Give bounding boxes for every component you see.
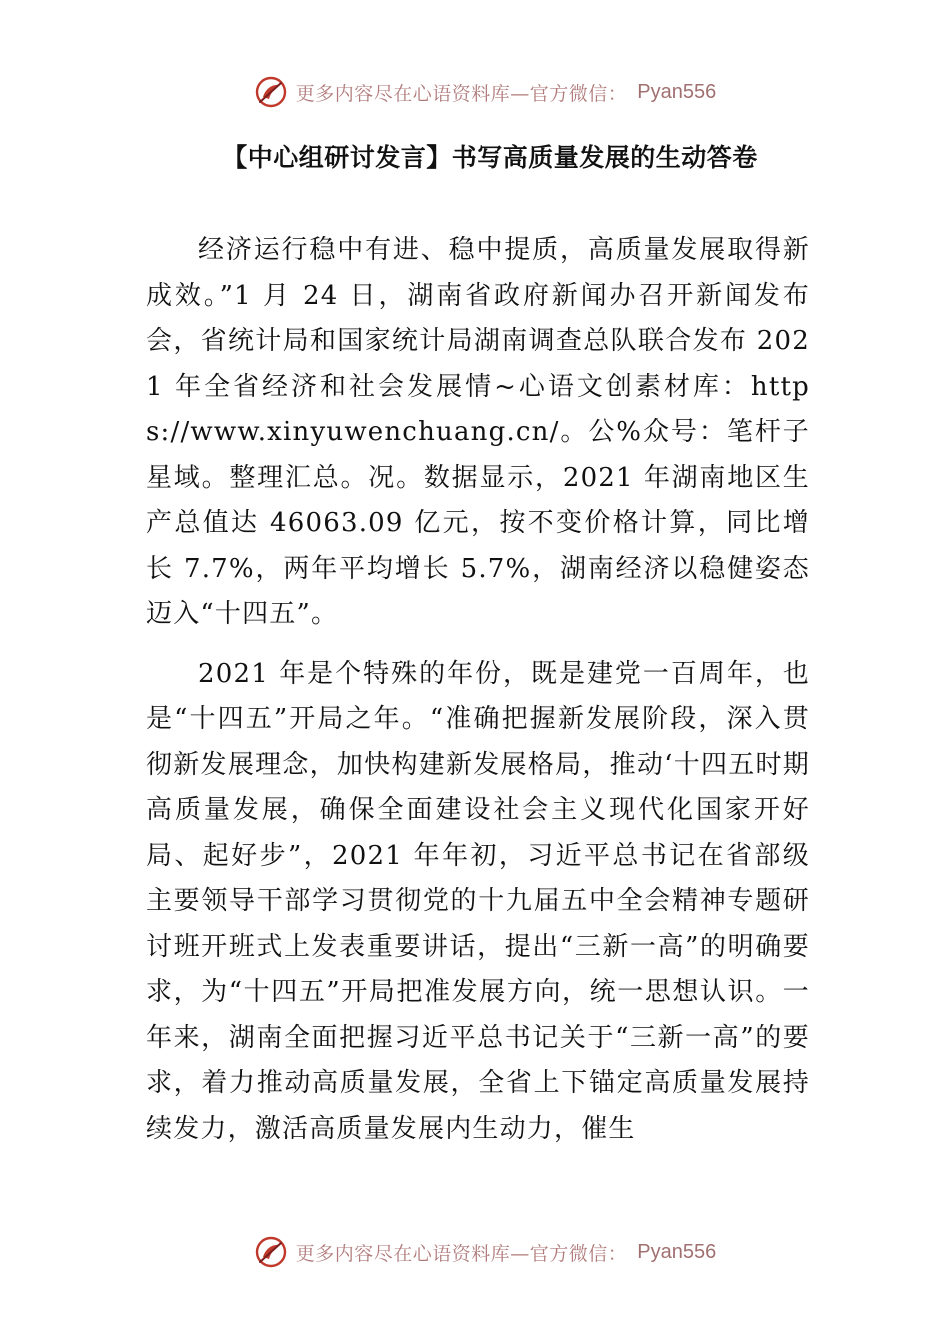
banner-text: 更多内容尽在心语资料库—官方微信： <box>295 1242 628 1265</box>
seal-logo-icon <box>254 1235 288 1269</box>
paragraph: 经济运行稳中有进、稳中提质，高质量发展取得新成效。”1 月 24 日，湖南省政府新闻办召开新闻发布会，省统计局和国家统计局湖南调查总队联合发布 2021 年全省经济和社会发展情~心语文创素材库：https://www.xinyuwenchuang.cn/。公%众号：笔杆子星域。整理汇总。况。数据显示，2021 年湖南地区生产总值达 46063.09 亿元，按不变价格计算，同比增长 7.7%，两年平均增长 5.7%，湖南经济以稳健姿态迈入“十四五”。 <box>146 235 810 629</box>
header-banner <box>0 74 950 110</box>
document-body <box>146 228 810 1152</box>
wechat-id: Pyan556 <box>637 80 717 103</box>
seal-logo-icon <box>254 75 288 109</box>
paragraph: 2021 年是个特殊的年份，既是建党一百周年，也是“十四五”开局之年。“准确把握新发展阶段，深入贯彻新发展理念，加快构建新发展格局，推动‘十四五时期高质量发展，确保全面建设社会主义现代化国家开好局、起好步”，2021 年年初，习近平总书记在省部级主要领导干部学习贯彻党的十九届五中全会精神专题研讨班开班式上发表重要讲话，提出“三新一高”的明确要求，为“十四五”开局把准发展方向，统一思想认识。一年来，湖南全面把握习近平总书记关于“三新一高”的要求，着力推动高质量发展，全省上下锚定高质量发展持续发力，激活高质量发展内生动力，催生 <box>146 658 810 1144</box>
footer-banner <box>0 1234 950 1270</box>
document-title: 【中心组研讨发言】书写高质量发展的生动答卷 <box>222 143 758 172</box>
wechat-id: Pyan556 <box>637 1240 717 1263</box>
banner-text: 更多内容尽在心语资料库—官方微信： <box>295 82 628 105</box>
